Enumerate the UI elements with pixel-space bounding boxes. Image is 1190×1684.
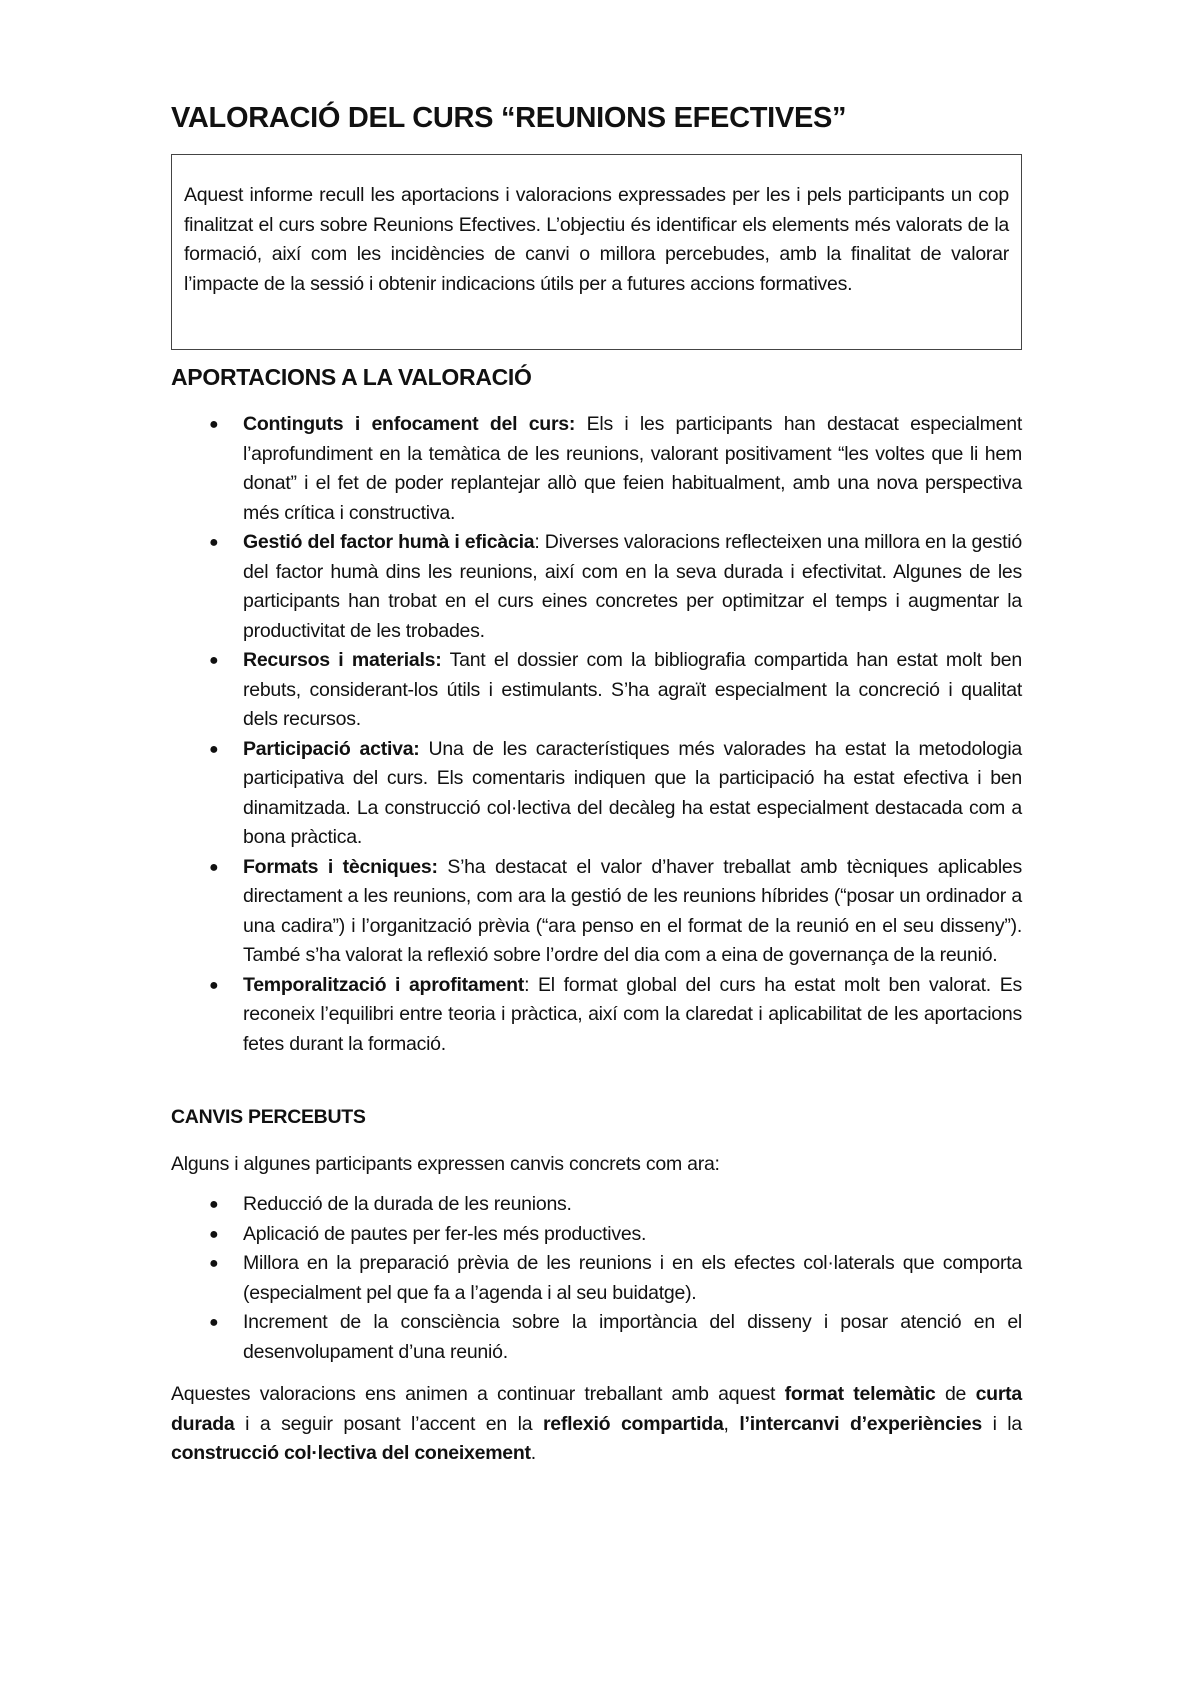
item-label: Temporalització i aprofitament [243,973,525,996]
changes-list [171,1190,1022,1367]
list-item [171,1308,1022,1367]
item-text: Millora en la preparació prèvia de les reunions i en els efectes col·laterals que comporta (especialment pel que fa a l’agenda i al seu buidatge). [243,1252,1022,1304]
list-item [171,853,1022,971]
bullet-icon: ● [209,858,219,876]
closing-text: de [935,1383,976,1405]
changes-lead: Alguns i algunes participants expressen canvis concrets com ara: [171,1153,720,1175]
item-label: Formats i tècniques: [243,855,438,878]
bullet-icon: ● [209,1196,219,1213]
document-title: VALORACIÓ DEL CURS “REUNIONS EFECTIVES” [171,102,847,134]
item-text: : Diverses valoracions reflecteixen una millora en la gestió del factor humà dins les reunions, així com en la seva durada i efectivitat. Algunes de les participants han trobat en el curs eines concretes per optimitzar el temps i augmentar la productivitat de les trobades. [243,531,1022,642]
item-text: Increment de la consciència sobre la importància del disseny i posar atenció en el desenvolupament d’una reunió. [243,1311,1022,1363]
item-text: : El format global del curs ha estat molt ben valorat. Es reconeix l’equilibri entre teoria i pràctica, així com la claredat i aplicabilitat de les aportacions fetes durant la formació. [243,973,1022,1055]
item-label: Continguts i enfocament del curs: [243,413,576,435]
closing-emphasis: construcció col·lectiva del coneixement [171,1442,531,1464]
list-item [171,528,1022,646]
bullet-icon: ● [209,652,219,669]
item-text: Tant el dossier com la bibliografia compartida han estat molt ben rebuts, considerant-los útils i estimulants. S’ha agraït especialment la concreció i qualitat dels recursos. [243,649,1022,730]
closing-emphasis: curta durada [171,1383,1022,1435]
item-text: Aplicació de pautes per fer-les més productives. [243,1222,647,1245]
section-heading-changes: CANVIS PERCEBUTS [171,1106,366,1128]
bullet-icon: ● [209,1225,219,1243]
list-item [171,1249,1022,1308]
bullet-icon: ● [209,1255,219,1272]
item-text: Una de les característiques més valorades ha estat la metodologia participativa del curs. Els comentaris indiquen que la participació ha estat efectiva i ben dinamitzada. La construcció col·lectiva del decàleg ha estat especialment destacada com a bona pràctica. [243,737,1022,848]
section-heading-contributions: APORTACIONS A LA VALORACIÓ [171,364,532,390]
intro-paragraph: Aquest informe recull les aportacions i valoracions expressades per les i pels participants un cop finalitzat el curs sobre Reunions Efectives. L’objectiu és identificar els elements més valorats de la formació, així com les incidències de canvi o millora percebudes, amb la finalitat de valorar l’impacte de la sessió i obtenir indicacions útils per a futures accions formatives. [184,184,1009,295]
intro-box [171,154,1022,350]
closing-text: , [723,1412,740,1435]
item-label: Gestió del factor humà i eficàcia [243,531,535,553]
closing-text: . [530,1442,536,1464]
list-item [171,1190,1022,1220]
item-text: Els i les participants han destacat especialment l’aprofundiment en la temàtica de les reunions, valorant positivament “les voltes que li hem donat” i el fet de poder replantejar allò que feien habitualment, amb una nova perspectiva més crítica i constructiva. [243,413,1023,524]
list-item [171,646,1022,735]
bullet-icon: ● [209,534,219,551]
bullet-icon: ● [209,1314,219,1331]
item-label: Recursos i materials: [243,649,442,671]
list-item [171,735,1022,853]
closing-emphasis: format telemàtic [784,1383,936,1405]
bullet-icon: ● [209,976,219,994]
closing-emphasis: l’intercanvi d’experiències [739,1412,982,1435]
changes-list-container [171,1190,1022,1367]
contributions-list-container [171,410,1022,1059]
closing-emphasis: reflexió compartida [542,1412,724,1435]
item-text: S’ha destacat el valor d’haver treballat amb tècniques aplicables directament a les reunions, com ara la gestió de les reunions híbrides (“posar un ordinador a una cadira”) i l’organització prèvia (“ara penso en el format de la reunió en el seu disseny”). També s’ha valorat la reflexió sobre l’ordre del dia com a eina de governança de la reunió. [243,855,1022,966]
item-text: Reducció de la durada de les reunions. [243,1193,572,1215]
bullet-icon: ● [209,740,219,758]
list-item [171,1220,1022,1250]
closing-text: Aquestes valoracions ens animen a continuar treballant amb aquest [171,1383,785,1405]
list-item [171,410,1022,528]
closing-text: i a seguir posant l’accent en la [234,1412,543,1435]
closing-text: i la [981,1412,1022,1435]
bullet-icon: ● [209,416,219,433]
contributions-list [171,410,1022,1059]
item-label: Participació activa: [243,737,420,760]
list-item [171,971,1022,1060]
closing-paragraph [171,1380,1022,1469]
